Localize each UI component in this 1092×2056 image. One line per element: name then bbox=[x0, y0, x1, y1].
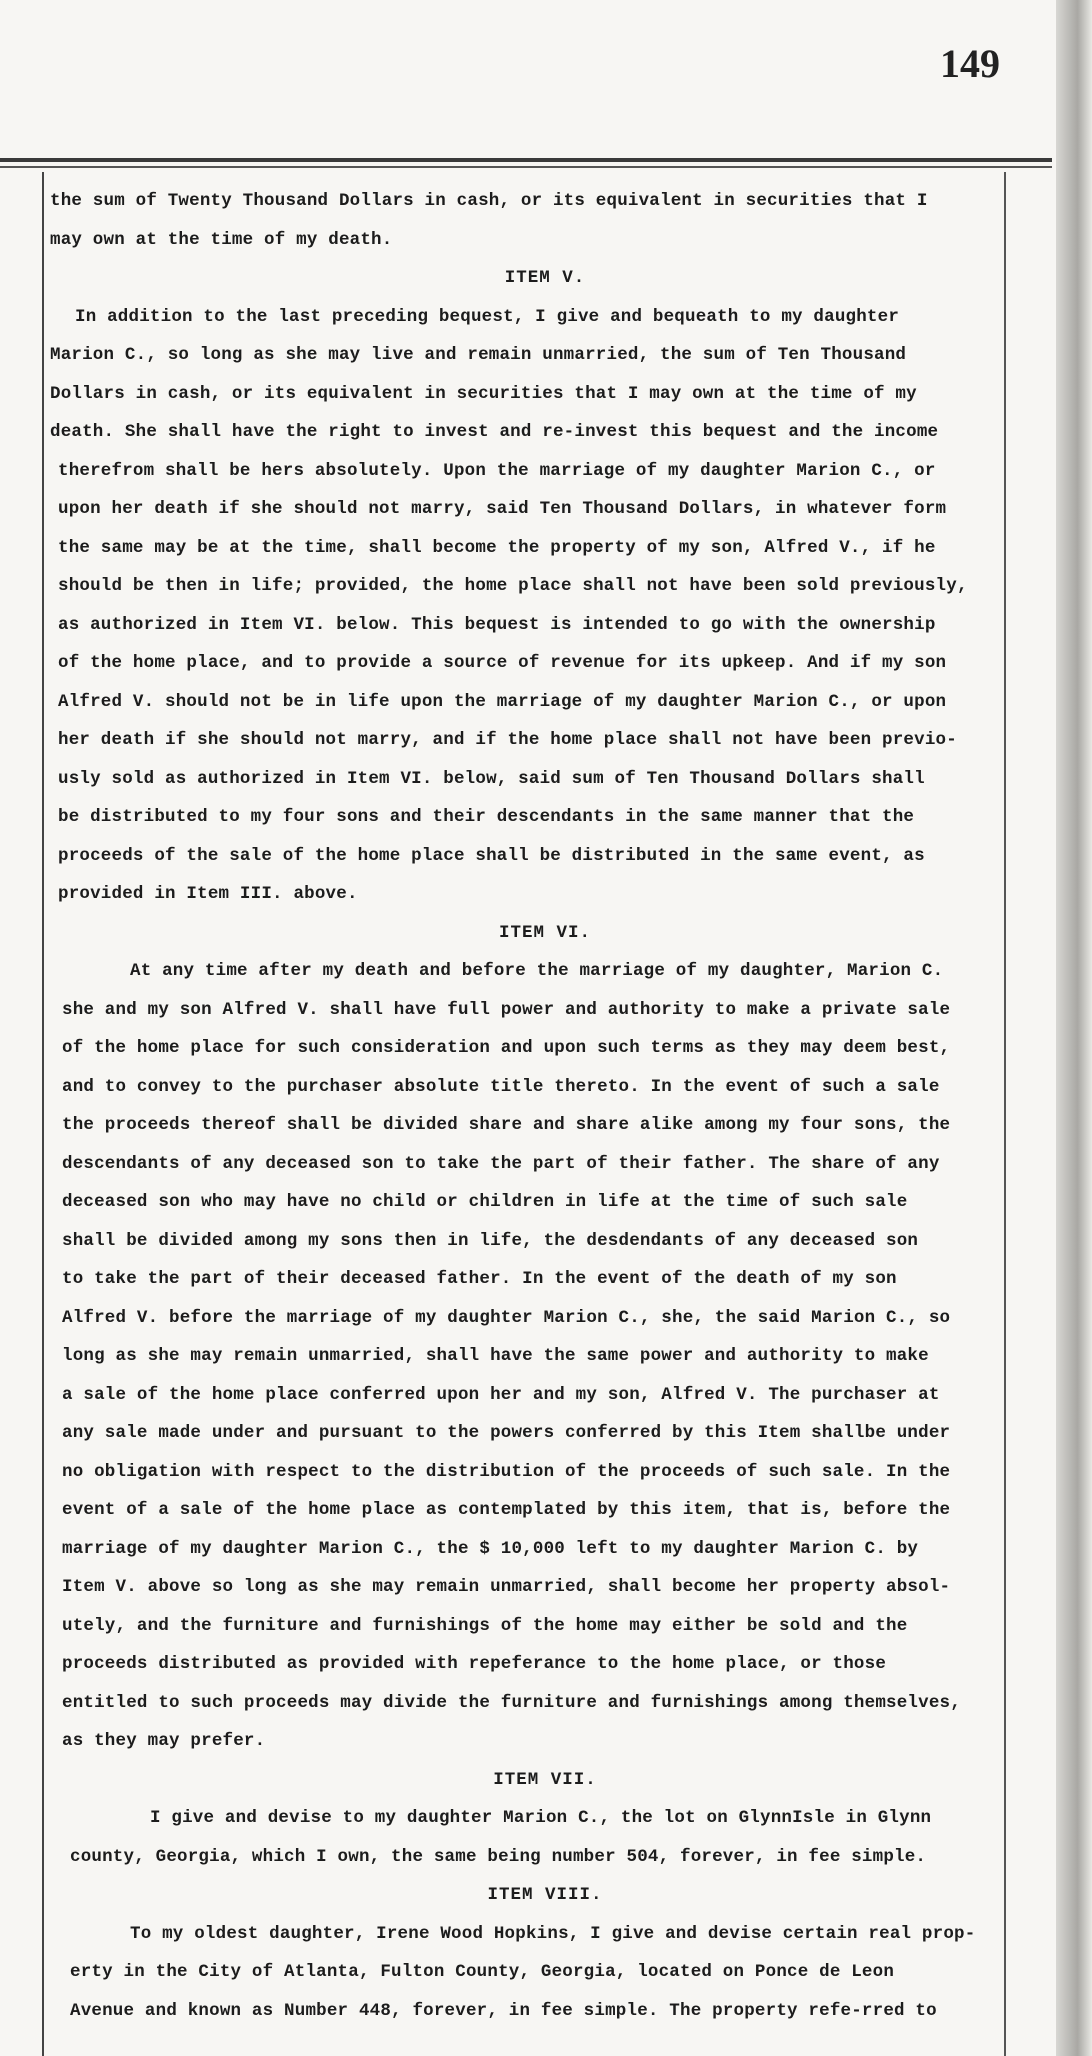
text-line: her death if she should not marry, and if the home place shall not have been previo- bbox=[58, 730, 957, 750]
text-line: Dollars in cash, or its equivalent in securities that I may own at the time of my bbox=[50, 383, 917, 404]
text-line: any sale made under and pursuant to the powers conferred by this Item shallbe under bbox=[62, 1423, 951, 1443]
text-line: be distributed to my four sons and their descendants in the same manner that the bbox=[58, 807, 915, 827]
text-line: proceeds of the sale of the home place shall be distributed in the same event, as bbox=[58, 845, 925, 866]
page-number: 149 bbox=[940, 41, 1000, 86]
text-line: At any time after my death and before the marriage of my daughter, Marion C. bbox=[130, 961, 944, 981]
page-edge bbox=[1056, 0, 1092, 2056]
section-heading: ITEM VIII. bbox=[487, 1885, 603, 1905]
text-line: In addition to the last preceding bequest, I give and bequeath to my daughter bbox=[75, 306, 900, 327]
text-line: Avenue and known as Number 448, forever, in fee simple. The property refe-rred to bbox=[70, 2000, 937, 2021]
section-heading: ITEM VI. bbox=[498, 922, 591, 943]
text-line: county, Georgia, which I own, the same being number 504, forever, in fee simple. bbox=[70, 1846, 927, 1867]
text-line: I give and devise to my daughter Marion C., the lot on GlynnIsle in Glynn bbox=[150, 1808, 932, 1828]
text-line: To my oldest daughter, Irene Wood Hopkins, I give and devise certain real prop- bbox=[130, 1923, 976, 1944]
text-line: long as she may remain unmarried, shall have the same power and authority to make bbox=[62, 1346, 929, 1366]
text-line: as they may prefer. bbox=[62, 1731, 266, 1751]
section-heading: ITEM VII. bbox=[493, 1769, 597, 1790]
text-line: provided in Item III. above. bbox=[58, 884, 358, 904]
header-rule-thin bbox=[0, 166, 1052, 168]
left-margin-line bbox=[42, 172, 44, 2056]
text-line: she and my son Alfred V. shall have full power and authority to make a private sale bbox=[62, 999, 951, 1020]
text-line: upon her death if she should not marry, said Ten Thousand Dollars, in whatever form bbox=[58, 499, 947, 519]
text-line: usly sold as authorized in Item VI. below, said sum of Ten Thousand Dollars shall bbox=[58, 768, 925, 789]
text-line: Marion C., so long as she may live and remain unmarried, the sum of Ten Thousand bbox=[50, 345, 907, 365]
text-line: utely, and the furniture and furnishings of the home may either be sold and the bbox=[62, 1615, 908, 1636]
will-text bbox=[50, 182, 1040, 2030]
text-line: may own at the time of my death. bbox=[50, 229, 393, 250]
text-line: deceased son who may have no child or children in life at the time of such sale bbox=[62, 1192, 908, 1212]
text-line: of the home place for such consideration and upon such terms as they may deem best, bbox=[62, 1038, 951, 1058]
text-line: and to convey to the purchaser absolute title thereto. In the event of such a sale bbox=[62, 1076, 940, 1097]
text-line: descendants of any deceased son to take the part of their father. The share of any bbox=[62, 1153, 940, 1174]
text-line: should be then in life; provided, the home place shall not have been sold previously, bbox=[58, 576, 968, 596]
text-line: the sum of Twenty Thousand Dollars in cash, or its equivalent in securities that I bbox=[50, 191, 928, 211]
text-line: entitled to such proceeds may divide the furniture and furnishings among themselves, bbox=[62, 1692, 961, 1713]
text-line: of the home place, and to provide a source of revenue for its upkeep. And if my son bbox=[58, 653, 947, 673]
text-line: Alfred V. should not be in life upon the marriage of my daughter Marion C., or upon bbox=[58, 691, 947, 712]
text-line: Item V. above so long as she may remain unmarried, shall become her property absol- bbox=[62, 1577, 951, 1597]
text-line: to take the part of their deceased father. In the event of the death of my son bbox=[62, 1269, 897, 1289]
header-rule bbox=[0, 158, 1052, 162]
text-line: a sale of the home place conferred upon her and my son, Alfred V. The purchaser at bbox=[62, 1384, 940, 1405]
text-line: death. She shall have the right to invest and re-invest this bequest and the income bbox=[50, 422, 939, 442]
text-line: marriage of my daughter Marion C., the $ 10,000 left to my daughter Marion C. by bbox=[62, 1538, 919, 1559]
text-line: as authorized in Item VI. below. This bequest is intended to go with the ownership bbox=[58, 614, 936, 635]
text-line: the proceeds thereof shall be divided share and share alike among my four sons, the bbox=[62, 1115, 951, 1135]
text-line: Alfred V. before the marriage of my daughter Marion C., she, the said Marion C., so bbox=[62, 1307, 951, 1328]
text-line: therefrom shall be hers absolutely. Upon the marriage of my daughter Marion C., or bbox=[58, 460, 936, 481]
text-line: erty in the City of Atlanta, Fulton County, Georgia, located on Ponce de Leon bbox=[70, 1962, 895, 1982]
text-line: shall be divided among my sons then in life, the desdendants of any deceased son bbox=[62, 1230, 919, 1251]
section-heading: ITEM V. bbox=[504, 268, 586, 288]
text-line: proceeds distributed as provided with repeferance to the home place, or those bbox=[62, 1654, 887, 1674]
text-line: the same may be at the time, shall become the property of my son, Alfred V., if he bbox=[58, 537, 936, 558]
text-line: no obligation with respect to the distribution of the proceeds of such sale. In the bbox=[62, 1461, 951, 1482]
text-line: event of a sale of the home place as contemplated by this item, that is, before the bbox=[62, 1500, 951, 1520]
